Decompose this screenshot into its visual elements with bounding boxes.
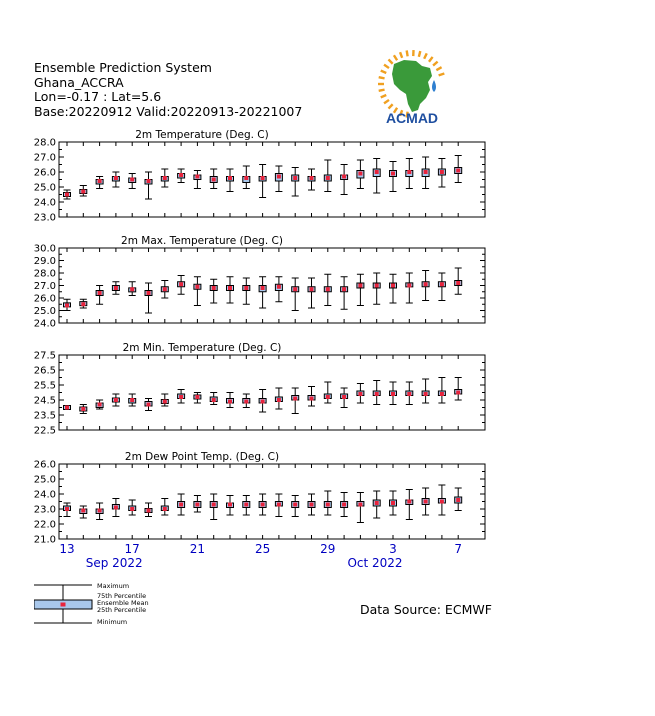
mean-marker [228,503,232,507]
box-2022-09-30 [341,277,348,310]
y-tick-label: 21.0 [33,534,56,546]
y-tick-label: 28.0 [33,268,56,280]
box-2022-09-23 [227,277,234,303]
box-2022-09-17 [129,282,136,296]
box-2022-09-28 [308,278,315,308]
mean-marker [147,509,151,513]
mean-marker [147,179,151,183]
mean-marker [179,395,183,399]
panel-3 [34,342,485,437]
mean-marker [424,392,428,396]
y-tick-label: 25.5 [33,380,56,392]
mean-marker [261,503,265,507]
box-2022-09-27 [292,278,299,311]
panel-title: 2m Min. Temperature (Deg. C) [122,342,282,354]
mean-marker [114,176,118,180]
mean-marker [456,169,460,173]
y-tick-label: 27.5 [33,350,56,362]
box-2022-09-26 [275,494,282,517]
mean-marker [244,503,248,507]
mean-marker [375,284,379,288]
box-2022-09-25 [259,277,266,308]
box-2022-10-05 [422,271,429,301]
box-2022-09-20 [178,169,185,183]
mean-marker [212,503,216,507]
mean-marker [261,176,265,180]
mean-marker [212,398,216,402]
box-2022-09-17 [129,394,136,406]
box-2022-09-28 [308,387,315,407]
box-2022-09-27 [292,496,299,517]
mean-marker [163,400,167,404]
mean-marker [375,170,379,174]
box-2022-09-29 [324,160,331,192]
y-tick-label: 25.0 [33,306,56,317]
box-2022-09-21 [194,496,201,513]
box-2022-10-03 [390,382,397,405]
mean-marker [114,286,118,290]
mean-marker [293,397,297,401]
mean-marker [179,173,183,177]
y-tick-label: 23.0 [33,504,56,516]
box-2022-09-23 [227,393,234,408]
box-2022-09-25 [259,165,266,198]
y-tick-label: 22.5 [33,425,56,437]
y-tick-label: 24.0 [33,318,56,330]
box-2022-09-22 [210,494,217,520]
y-tick-label: 26.5 [33,365,56,377]
legend-minimum: Minimum [97,618,128,625]
box-2022-09-15 [96,286,103,305]
box-2022-09-25 [259,390,266,413]
mean-marker [358,284,362,288]
mean-marker [326,395,330,399]
box-2022-09-13 [64,406,71,410]
mean-marker [456,391,460,395]
mean-marker [163,507,167,511]
x-tick-label: 3 [389,542,397,556]
box-2022-09-27 [292,168,299,197]
box-2022-09-22 [210,393,217,405]
mean-marker [326,503,330,507]
mean-marker [277,285,281,289]
title-line-1: Ensemble Prediction System [34,60,212,75]
mean-marker [391,501,395,505]
plot-frame [59,142,485,217]
mean-marker [310,503,314,507]
box-2022-09-13 [64,503,71,517]
mean-marker [195,395,199,399]
mean-marker [375,501,379,505]
box-2022-09-19 [161,499,168,516]
y-tick-label: 27.0 [33,281,56,292]
mean-marker [65,406,69,410]
box-2022-09-24 [243,394,250,408]
x-tick-label: 29 [320,542,336,556]
box-2022-09-30 [341,493,348,517]
mean-marker [81,302,85,306]
box-2022-09-15 [96,177,103,189]
box-2022-10-05 [422,157,429,189]
y-tick-label: 24.5 [33,395,56,407]
mean-marker [195,285,199,289]
mean-marker [81,509,85,513]
box-2022-09-28 [308,494,315,515]
y-tick-label: 26.0 [33,293,56,305]
y-tick-label: 25.0 [33,182,56,194]
x-tick-label: 7 [454,542,463,556]
y-tick-label: 24.0 [33,489,56,501]
box-2022-09-23 [227,496,234,516]
box-2022-10-02 [373,491,380,518]
mean-marker [358,172,362,176]
box-2022-09-19 [161,394,168,406]
box-2022-09-21 [194,171,201,189]
mean-marker [261,400,265,404]
box-2022-09-14 [80,405,87,414]
y-tick-label: 25.0 [33,474,56,486]
box-2022-09-26 [275,166,282,192]
legend-mean: Ensemble Mean [97,599,149,607]
mean-marker [391,284,395,288]
x-month-label: Sep 2022 [85,556,143,570]
mean-marker [98,291,102,295]
mean-marker [342,287,346,291]
box-2022-10-04 [406,490,413,520]
box-2022-09-15 [96,503,103,520]
box-2022-09-14 [80,506,87,518]
box-2022-09-14 [80,299,87,308]
mean-marker [244,286,248,290]
box-2022-09-16 [112,172,119,187]
box-2022-10-04 [406,273,413,303]
box-2022-10-02 [373,273,380,304]
legend-p75: 75th Percentile [97,592,147,600]
box-2022-09-18 [145,283,152,313]
mean-marker [81,190,85,194]
mean-marker [179,282,183,286]
box-2022-09-13 [64,299,71,310]
mean-marker [342,395,346,399]
y-tick-label: 26.0 [33,459,56,471]
box-2022-10-06 [438,273,445,301]
panel-title: 2m Temperature (Deg. C) [135,129,269,141]
box-2022-10-01 [357,160,364,189]
mean-marker [98,403,102,407]
box-2022-10-02 [373,381,380,405]
box-2022-09-20 [178,276,185,295]
mean-marker [407,170,411,174]
box-2022-09-18 [145,503,152,517]
mean-marker [65,507,69,511]
mean-marker [163,287,167,291]
box-2022-09-26 [275,388,282,409]
mean-marker [407,284,411,288]
y-tick-label: 26.0 [33,167,56,179]
mean-marker [179,503,183,507]
mean-marker [440,170,444,174]
plot-frame [59,464,485,539]
mean-marker [375,392,379,396]
box-2022-09-26 [275,277,282,302]
y-tick-label: 28.0 [33,137,56,149]
box-2022-09-30 [341,388,348,408]
box-2022-10-06 [438,378,445,404]
mean-marker [130,287,134,291]
box-2022-10-02 [373,159,380,194]
mean-marker [326,176,330,180]
mean-marker [293,287,297,291]
mean-marker [440,282,444,286]
mean-marker [358,392,362,396]
mean-marker [326,287,330,291]
box-2022-09-24 [243,278,250,304]
box-2022-09-14 [80,186,87,197]
mean-marker [440,500,444,504]
mean-marker [130,507,134,511]
y-tick-label: 29.0 [33,256,56,267]
plot-frame [59,355,485,430]
box-2022-09-24 [243,496,250,516]
mean-marker [456,281,460,285]
y-tick-label: 22.0 [33,519,56,531]
box-2022-09-23 [227,169,234,192]
mean-marker [65,304,69,308]
mean-marker [244,400,248,404]
mean-marker [130,178,134,182]
box-2022-10-01 [357,384,364,404]
mean-marker [65,193,69,197]
mean-marker [228,286,232,290]
box-2022-09-27 [292,388,299,414]
mean-marker [212,286,216,290]
box-2022-09-25 [259,494,266,515]
mean-marker [440,392,444,396]
box-2022-10-05 [422,379,429,403]
box-2022-10-04 [406,159,413,189]
mean-marker [195,175,199,179]
mean-marker [310,287,314,291]
mean-marker [407,500,411,504]
box-2022-09-21 [194,393,201,404]
x-tick-label: 25 [254,542,271,556]
box-2022-10-06 [438,485,445,515]
mean-marker [98,509,102,513]
panel-2 [34,235,485,330]
box-2022-09-16 [112,394,119,406]
mean-marker [293,503,297,507]
title-line-4: Base:20220912 Valid:20220913-20221007 [34,104,303,119]
box-2022-09-30 [341,165,348,195]
mean-marker [342,175,346,179]
y-tick-label: 23.0 [33,212,56,224]
box-2022-10-03 [390,274,397,303]
x-tick-label: 13 [59,542,75,556]
mean-marker [114,506,118,510]
box-2022-10-03 [390,162,397,192]
box-2022-10-05 [422,488,429,515]
box-2022-09-16 [112,282,119,295]
mean-marker [391,172,395,176]
box-2022-09-29 [324,491,331,515]
mean-marker [244,176,248,180]
mean-marker [114,398,118,402]
mean-marker [310,176,314,180]
acmad-logo-text: ACMAD [385,110,439,126]
mean-marker [293,176,297,180]
mean-marker [358,503,362,507]
mean-marker [310,397,314,401]
legend-maximum: Maximum [97,583,130,590]
box-2022-09-20 [178,390,185,404]
y-tick-label: 24.0 [33,197,56,209]
mean-marker [407,392,411,396]
box-2022-09-22 [210,279,217,303]
box-2022-09-16 [112,499,119,517]
box-2022-09-13 [64,190,71,199]
box-2022-10-06 [438,159,445,188]
mean-marker [228,176,232,180]
mean-marker [228,400,232,404]
box-2022-10-04 [406,382,413,405]
box-2022-10-07 [455,378,462,401]
box-2022-09-20 [178,494,185,515]
plot-frame [59,248,485,323]
data-source: Data Source: ECMWF [360,602,492,617]
legend [34,583,234,625]
box-2022-10-07 [455,156,462,183]
panel-title: 2m Dew Point Temp. (Deg. C) [124,451,280,463]
box-2022-09-15 [96,400,103,409]
box-2022-09-17 [129,500,136,515]
x-tick-label: 17 [124,542,140,556]
panel-title: 2m Max. Temperature (Deg. C) [121,235,283,247]
box-2022-09-19 [161,169,168,187]
mean-marker [195,503,199,507]
box-2022-10-03 [390,491,397,515]
mean-marker [456,498,460,502]
title-line-2: Ghana_ACCRA [34,75,124,90]
y-tick-label: 27.0 [33,152,56,164]
mean-marker [81,407,85,411]
mean-marker [277,503,281,507]
box-2022-09-18 [145,172,152,199]
mean-marker [98,179,102,183]
box-2022-09-17 [129,174,136,189]
mean-marker [424,282,428,286]
mean-marker [261,286,265,290]
mean-marker [147,403,151,407]
box-2022-09-22 [210,169,217,189]
x-month-label: Oct 2022 [347,556,403,570]
mean-marker [130,398,134,402]
mean-marker [342,503,346,507]
box-2022-09-29 [324,382,331,403]
mean-marker [147,291,151,295]
mean-marker [163,176,167,180]
title-line-3: Lon=-0.17 : Lat=5.6 [34,89,162,104]
mean-marker [424,170,428,174]
box-2022-09-21 [194,277,201,306]
panel-4 [34,451,485,546]
panel-1 [34,129,485,224]
box-2022-09-29 [324,274,331,305]
mean-marker [424,500,428,504]
box-2022-10-07 [455,488,462,511]
mean-marker [212,178,216,182]
mean-marker [391,392,395,396]
box-2022-09-28 [308,169,315,190]
box-2022-09-18 [145,399,152,411]
mean-marker [277,175,281,179]
mean-marker [277,398,281,402]
box-2022-09-24 [243,166,250,189]
y-tick-label: 30.0 [33,243,56,255]
legend-p25: 25th Percentile [97,606,147,614]
box-2022-10-07 [455,268,462,294]
box-2022-10-01 [357,493,364,523]
y-tick-label: 23.5 [33,410,56,422]
box-2022-09-19 [161,281,168,299]
x-tick-label: 21 [189,542,206,556]
box-2022-10-01 [357,274,364,305]
